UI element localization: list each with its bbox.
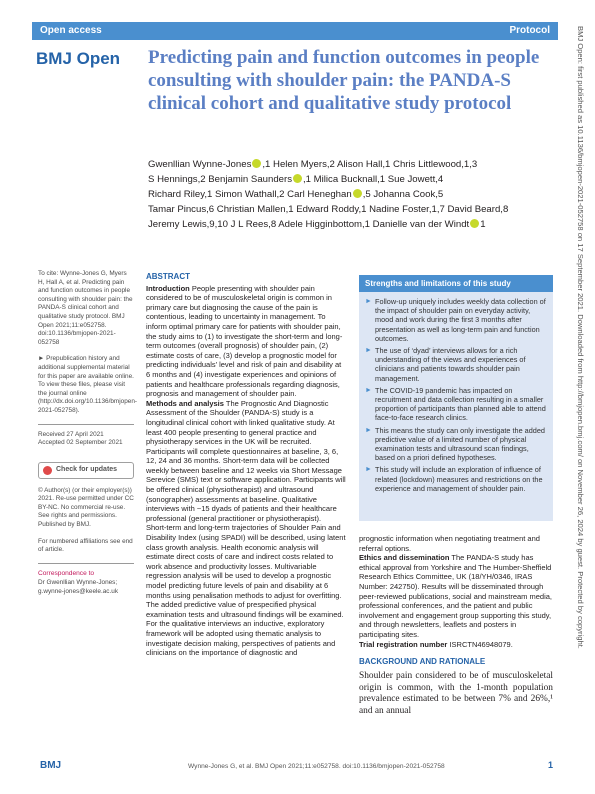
methods-label: Methods and analysis xyxy=(146,398,224,408)
journal-logo[interactable]: BMJ Open xyxy=(36,49,121,68)
trial-registration xyxy=(359,640,553,650)
author-text[interactable]: Richard Riley,1 Simon Wathall,2 Carl Heneghan xyxy=(148,189,352,200)
orcid-icon[interactable] xyxy=(470,219,479,228)
article-type-label: Protocol xyxy=(509,25,550,36)
list-item: ► This means the study can only investigate the added predictive value of a limited number of physical examination tests and ultrasound scan findings, based on a priori defined hypotheses. xyxy=(365,425,545,463)
open-access-label: Open access xyxy=(40,25,102,36)
divider xyxy=(38,563,134,564)
triangle-bullet-icon: ► xyxy=(365,298,372,305)
affiliations-note: For numbered affiliations see end of article. xyxy=(38,537,133,554)
header-bar xyxy=(32,22,558,40)
list-item: ► The COVID-19 pandemic has impacted on recruitment and data collection resulting in a smaller proportion of participants than planned able to attend face-to-face research clinics. xyxy=(365,385,546,423)
accepted-date: Accepted 02 September 2021 xyxy=(38,439,123,447)
author-text: 1 xyxy=(480,219,486,230)
methods-text: The Prognostic And Diagnostic Assessment of the Shoulder (PANDA-S) study is a longitudinal clinical cohort with linked qualitative study. At least 400 people presenting to general practice and physiotherapy services in the UK will be recruited. Participants will complete questionnaires at baseline, 3, 6, 12, 24 and 36 months. Short-term data will be collected weekly between baseline and 12 weeks via Short Message Serevice (SMS) text or software application. Participants will be offered clinical (physiotherapist) and ultrasound (sonographer) assessments at baseline. Qualitative interviews with ~15 dyads of patients and their healthcare professional (general practitioner or physiotherapist). xyxy=(146,398,346,523)
author-list xyxy=(148,157,558,232)
background-text: Shoulder pain considered to be of musculoskeletal origin is common, with the 1-month population prevalence estimated to be between 7% and 26%,¹ and an annual xyxy=(359,670,553,717)
page-number: 1 xyxy=(548,760,554,770)
abstract-ethics xyxy=(359,553,553,639)
crossmark-icon xyxy=(43,466,52,475)
correspondence-heading: Correspondence to xyxy=(38,569,95,577)
ethics-label: Ethics and dissemination xyxy=(359,553,450,563)
triangle-bullet-icon: ► xyxy=(365,426,372,434)
author-text: ,1 Milica Bucknall,1 Sue Jowett,4 xyxy=(303,174,444,185)
correspondence-contact[interactable]: Dr Gwenllian Wynne-Jones; g.wynne-jones@keele.ac.uk xyxy=(38,579,119,596)
article-title: Predicting pain and function outcomes in people consulting with shoulder pain: the PANDA-S clinical cohort and qualitative study protocol xyxy=(148,47,540,114)
list-item: ► This study will include an exploration of influence of related (lockdown) measures and restrictions on the experience and management of shoulder pain. xyxy=(365,465,543,493)
strengths-limitations-box xyxy=(359,275,553,521)
citation-note: To cite: Wynne-Jones G, Myers H, Hall A, et al. Predicting pain and function outcomes in people consulting with shoulder pain: the PANDA-S clinical cohort and qualitative study protocol. BMJ Open 2021;11:e052758. doi:10.1136/bmjopen-2021-052758 xyxy=(38,270,133,346)
author-text: ,1 Helen Myers,2 Alison Hall,1 Chris Littlewood,1,3 xyxy=(262,159,478,170)
footer-logo: BMJ xyxy=(40,760,62,771)
received-date: Received 27 April 2021 xyxy=(38,430,104,438)
list-item: ► The use of ‘dyad’ interviews allows for a rich understanding of the views and experiences of clinicians and patients towards shoulder pain management. xyxy=(365,346,526,383)
author-text[interactable]: S Hennings,2 Benjamin Saunders xyxy=(148,174,292,185)
introduction-label: Introduction xyxy=(146,283,190,293)
right-column xyxy=(359,534,553,718)
triangle-bullet-icon: ► xyxy=(365,347,372,355)
strengths-list xyxy=(359,292,553,493)
list-item: ► Follow-up uniquely includes weekly data collection of the impact of shoulder pain on everyday activity, mood and work during the first 3 months after presentation as well as long-term pain and function outcomes. xyxy=(365,297,546,343)
abstract-section xyxy=(146,272,346,658)
trial-number[interactable]: ISRCTN46948079. xyxy=(447,639,513,649)
background-heading: BACKGROUND AND RATIONALE xyxy=(359,657,486,667)
author-text[interactable]: Gwenllian Wynne-Jones xyxy=(148,159,252,170)
trial-label: Trial registration number xyxy=(359,639,448,649)
check-for-updates-label: Check for updates xyxy=(56,465,118,473)
abstract-introduction xyxy=(146,284,346,399)
triangle-bullet-icon: ► xyxy=(365,386,372,394)
strengths-heading: Strengths and limitations of this study xyxy=(359,275,553,292)
author-text: Tamar Pincus,6 Christian Mallen,1 Edward Roddy,1 Nadine Foster,1,7 David Beard,8 xyxy=(148,204,509,215)
ethics-text: The PANDA-S study has ethical approval from Yorkshire and The Humber-Sheffield Research Ethics Committee, UK (18/YH/0346, IRAS Number: 242750). Results will be disseminated through peer-reviewed publications, social and mainstream media, professional conferences, and the patient and public involvement and engagement group supporting this study, and through newsletters, leaflets and posters in participating sites. xyxy=(359,553,553,639)
abstract-methods xyxy=(146,399,346,524)
triangle-bullet-icon: ► xyxy=(365,466,372,474)
introduction-text: People presenting with shoulder pain considered to be of musculoskeletal origin is common in primary care but diagnosing the cause of the pain is contentious, leading to uncertainty in management. To inform optimal primary care for patients with shoulder pain, the study aims to (1) to investigate the short-term and long-term outcomes (overall prognosis) of shoulder pain, (2) estimate costs of care, (3) develop a prognostic model for predicting individuals’ level and risk of pain and disability at 6 months and (4) investigate experiences and opinions of patients and healthcare professionals regarding diagnosis, prognosis and management of shoulder pain. xyxy=(146,283,343,399)
prepublication-note[interactable]: ► Prepublication history and additional supplemental material for this paper are available online. To view these files, please visit the journal online (http://dx.doi.org/10.1136/bmjopen-2021-052758). xyxy=(38,355,137,414)
orcid-icon[interactable] xyxy=(293,174,302,183)
copyright-note: © Author(s) (or their employer(s)) 2021. Re-use permitted under CC BY-NC. No commercial re-use. See rights and permissions. Published by BMJ. xyxy=(38,486,134,529)
footer-citation: Wynne-Jones G, et al. BMJ Open 2021;11:e052758. doi:10.1136/bmjopen-2021-052758 xyxy=(188,763,445,770)
abstract-continuation: prognostic information when negotiating treatment and referral options. xyxy=(359,534,540,553)
check-for-updates-button[interactable] xyxy=(38,462,134,479)
abstract-methods-continued: Short-term and long-term trajectories of Shoulder Pain and Disability Index (using SPADI) will be described, using latent class growth analysis. Health economic analysis will estimate direct costs of care and indirect costs related to work absence and productivity losses. Multivariable regression analysis will be used to develop a prognostic model predicting future levels of pain and disability at 6 months using penalisation methods to adjust for overfitting. The added predictive value of prespecified physical examination tests and ultrasound findings will be examined. For the qualitative interviews an inductive, exploratory framework will be adopted using thematic analysis to investigate decision making, perspectives of patients and clinicians on the importance of diagnostic and xyxy=(146,523,346,658)
download-notice-text[interactable]: BMJ Open: first published as 10.1136/bmjopen-2021-052758 on 17 September 2021. Downloaded from http://bmjopen.bmj.com/ on November 26, 2024 by guest. Protected by copyright. xyxy=(576,26,585,649)
article-sidebar xyxy=(38,270,137,597)
abstract-heading: ABSTRACT xyxy=(146,272,190,281)
divider xyxy=(38,424,134,425)
download-notice xyxy=(574,26,588,778)
orcid-icon[interactable] xyxy=(353,189,362,198)
orcid-icon[interactable] xyxy=(252,159,261,168)
author-text[interactable]: Jeremy Lewis,9,10 J L Rees,8 Adele Higginbottom,1 Danielle van der Windt xyxy=(148,219,470,230)
author-text: ,5 Johanna Cook,5 xyxy=(362,189,444,200)
